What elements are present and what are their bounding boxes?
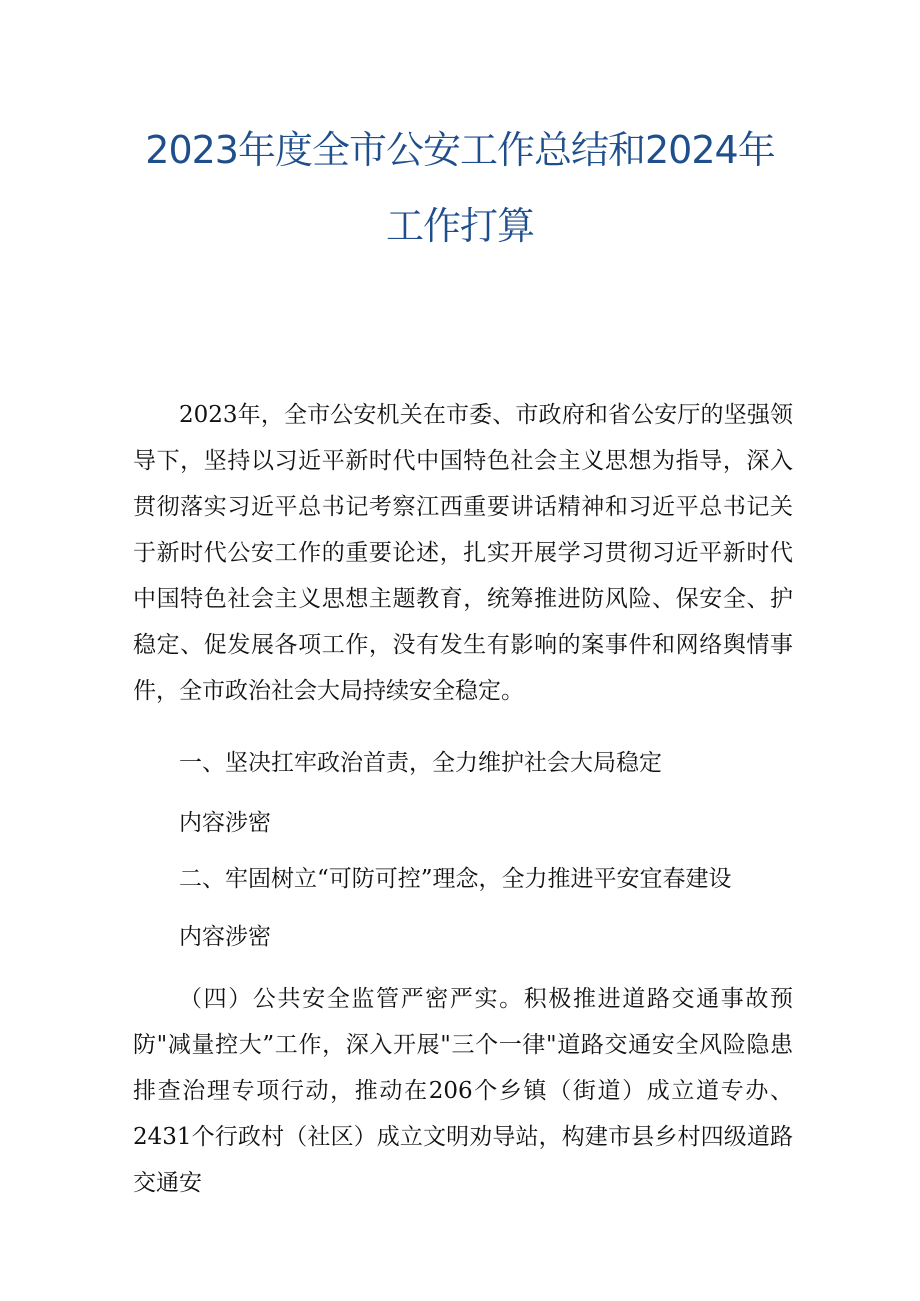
subsection-paragraph-4: （四）公共安全监管严密严实。积极推进道路交通事故预防"减量控大”工作，深入开展"三个一律"道路交通安全风险隐患排查治理专项行动，推动在206个乡镇（街道）成立道专办、2431个行政村（社区）成立文明劝导站，构建市县乡村四级道路交通安 — [133, 986, 793, 1196]
intro-paragraph: 2023年，全市公安机关在市委、市政府和省公安厅的坚强领导下，坚持以习近平新时代中国特色社会主义思想为指导，深入贯彻落实习近平总书记考察江西重要讲话精神和习近平总书记关于新时代公安工作的重要论述，扎实开展学习贯彻习近平新时代中国特色社会主义思想主题教育，统筹推进防风险、保安全、护稳定、促发展各项工作，没有发生有影响的案事件和网络舆情事件，全市政治社会大局持续安全稳定。 — [133, 402, 793, 704]
document-title-line-1: 2023年度全市公安工作总结和2024年 — [145, 128, 775, 172]
section-content-1: 内容涉密 — [179, 810, 271, 836]
section-heading-1: 一、坚决扛牢政治首责，全力维护社会大局稳定 — [179, 750, 662, 776]
document-title-line-2: 工作打算 — [385, 204, 534, 248]
section-content-2: 内容涉密 — [179, 924, 271, 950]
section-heading-2: 二、牢固树立“可防可控”理念，全力推进平安宜春建设 — [179, 866, 732, 892]
